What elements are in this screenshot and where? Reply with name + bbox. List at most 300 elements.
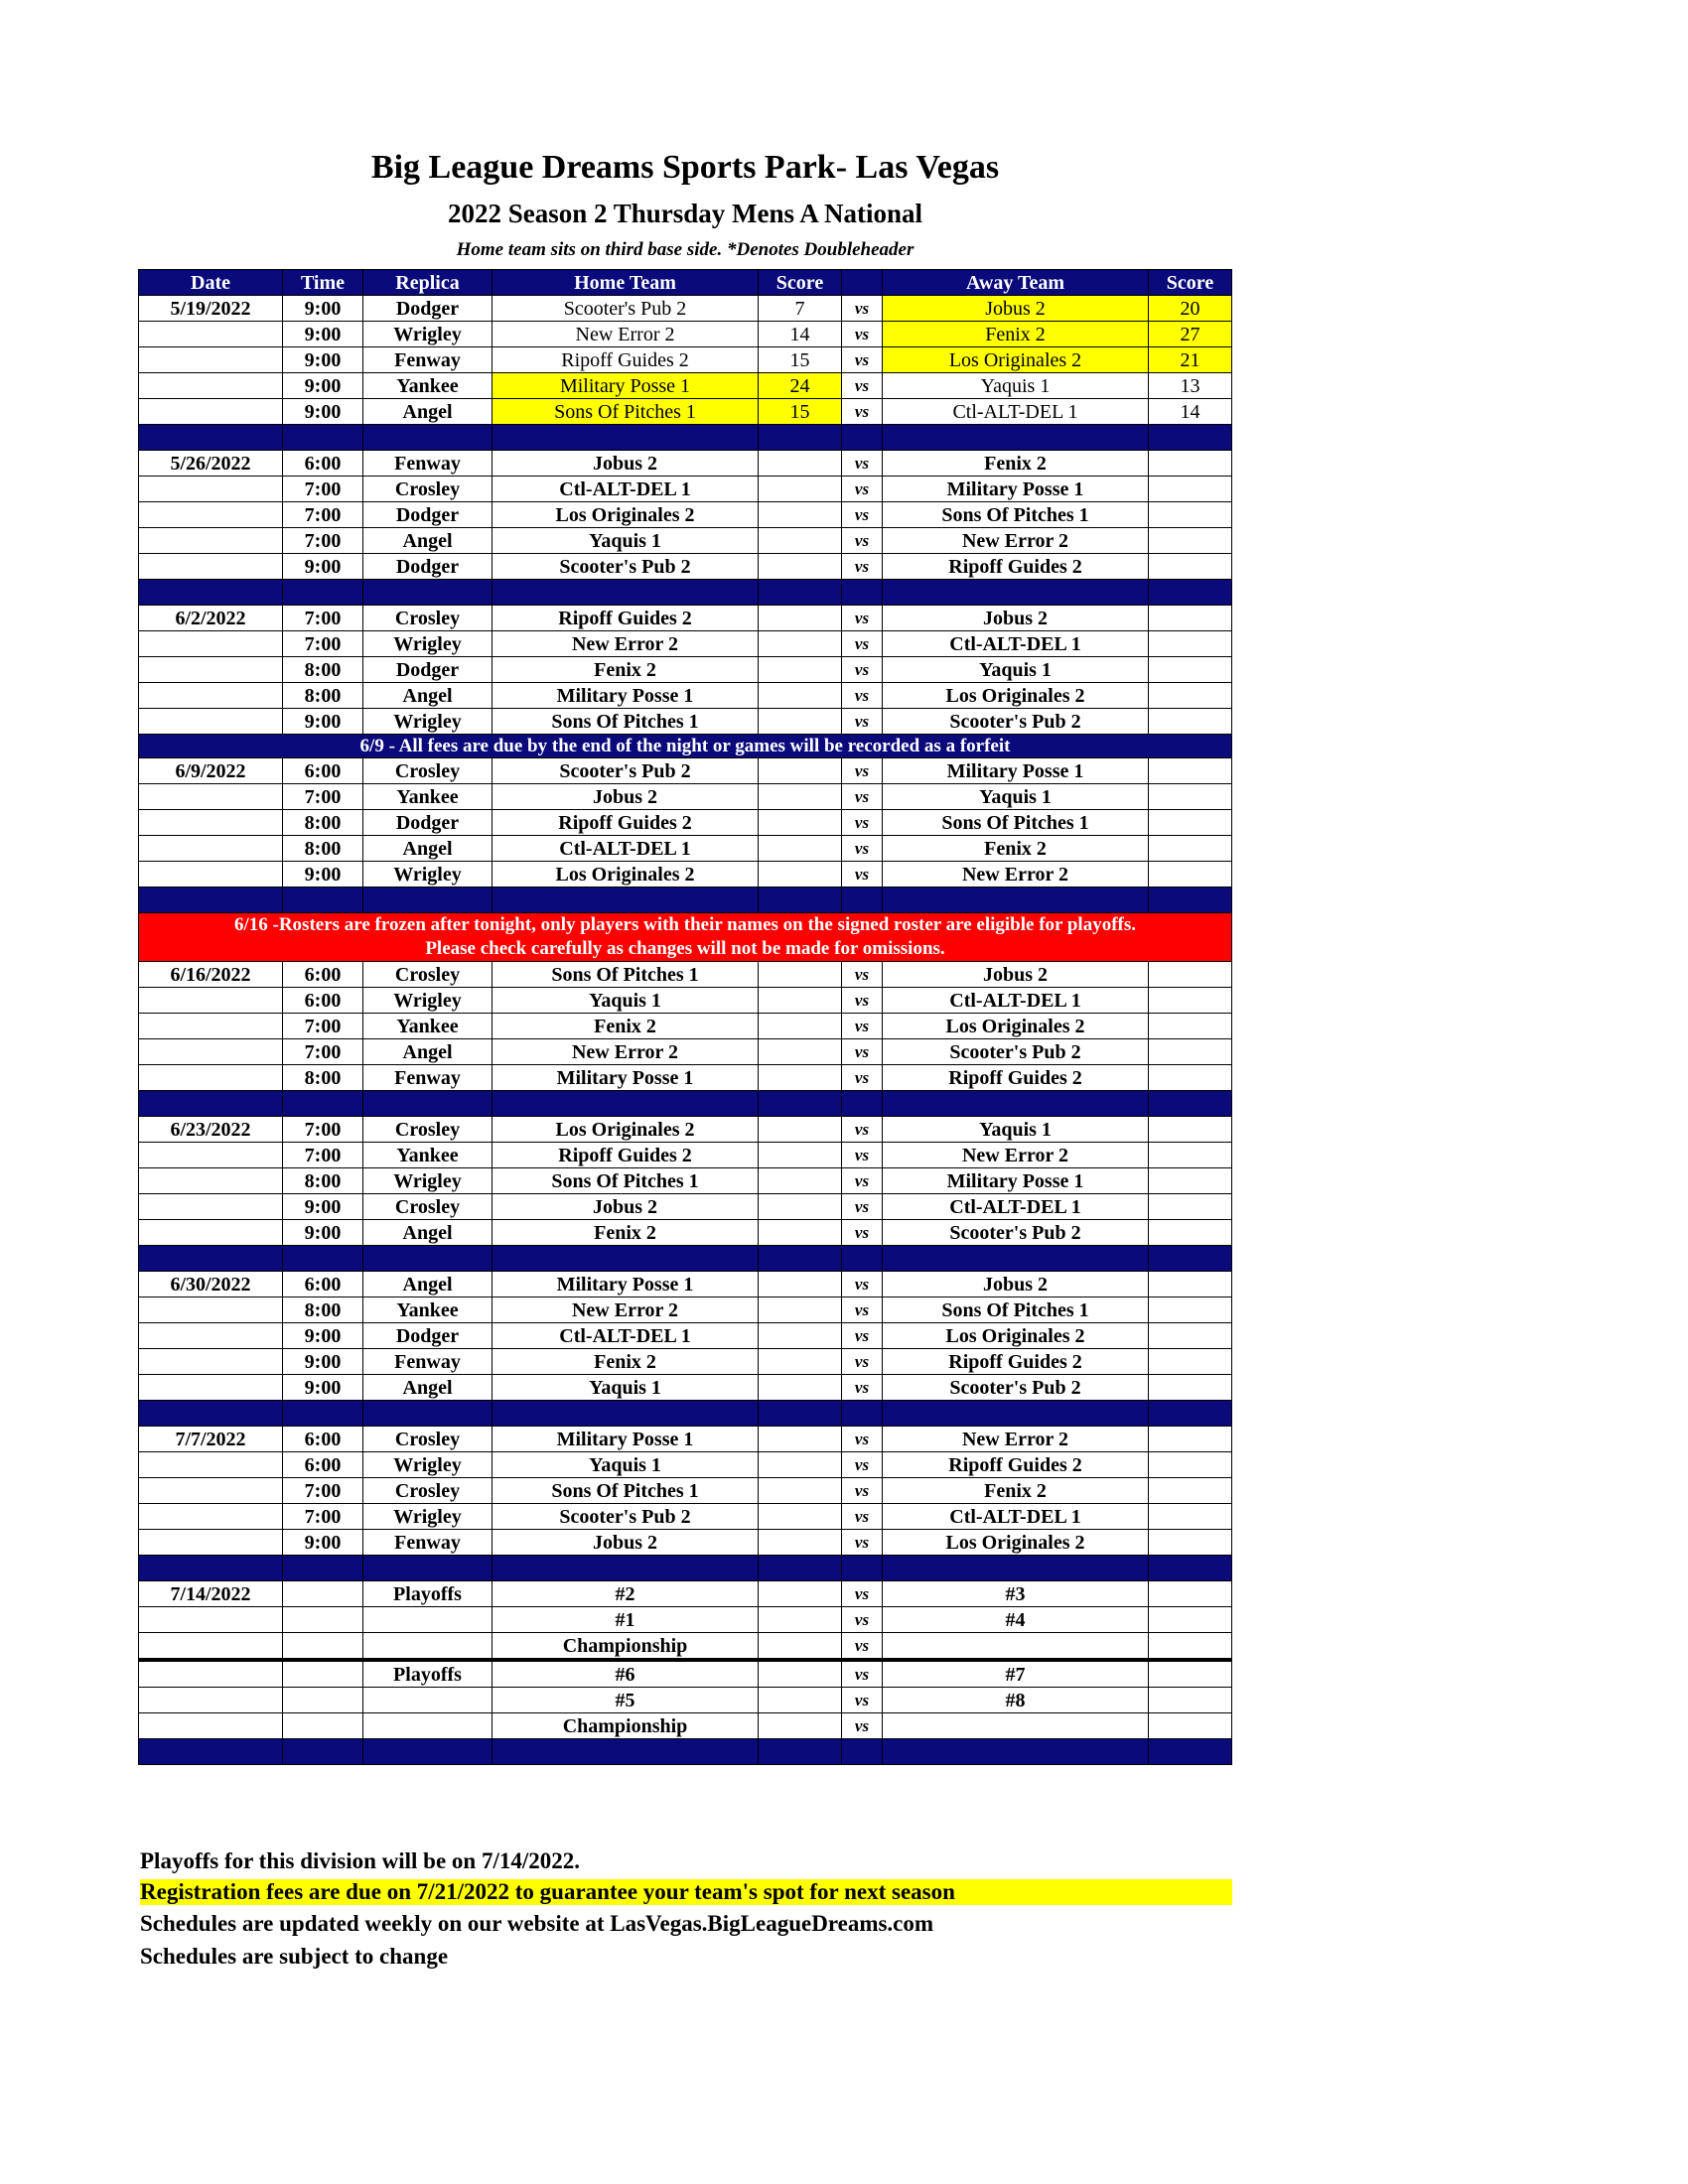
away-team: New Error 2	[883, 528, 1149, 554]
away-score	[1149, 1143, 1232, 1168]
game-time: 6:00	[283, 962, 363, 988]
game-field: Angel	[363, 683, 492, 709]
away-team: Scooter's Pub 2	[883, 1039, 1149, 1065]
vs-label: vs	[842, 1168, 883, 1194]
home-team: #5	[492, 1688, 759, 1713]
away-score	[1149, 962, 1232, 988]
game-time: 7:00	[283, 631, 363, 657]
away-score	[1149, 1014, 1232, 1039]
home-score	[759, 1375, 842, 1401]
game-date	[139, 322, 283, 347]
separator-cell	[842, 1401, 883, 1427]
away-team: Sons Of Pitches 1	[883, 1297, 1149, 1323]
away-team: Los Originales 2	[883, 683, 1149, 709]
schedule-body	[139, 296, 1232, 1765]
col-home-team: Home Team	[492, 270, 759, 296]
home-team: Fenix 2	[492, 657, 759, 683]
home-team: New Error 2	[492, 1297, 759, 1323]
separator-cell	[883, 1739, 1149, 1765]
roster-alert-line1: 6/16 -Rosters are frozen after tonight, only players with their names on the signed roster are eligible for playoffs.	[233, 914, 1137, 935]
vs-label: vs	[842, 606, 883, 631]
home-team: Ripoff Guides 2	[492, 810, 759, 836]
separator-cell	[363, 887, 492, 913]
game-field: Wrigley	[363, 322, 492, 347]
away-score	[1149, 1272, 1232, 1297]
separator-cell	[492, 1556, 759, 1581]
schedule-table	[138, 269, 1232, 1765]
home-team: Ctl-ALT-DEL 1	[492, 477, 759, 502]
away-team: Fenix 2	[883, 322, 1149, 347]
away-team: Military Posse 1	[883, 477, 1149, 502]
away-team: #4	[883, 1607, 1149, 1633]
game-row	[139, 1660, 1232, 1688]
game-field: Crosley	[363, 1194, 492, 1220]
vs-label: vs	[842, 1297, 883, 1323]
home-score	[759, 1065, 842, 1091]
game-date: 7/14/2022	[139, 1581, 283, 1607]
game-time: 7:00	[283, 1039, 363, 1065]
vs-label: vs	[842, 1633, 883, 1661]
home-team: #2	[492, 1581, 759, 1607]
away-score	[1149, 502, 1232, 528]
away-team: Military Posse 1	[883, 758, 1149, 784]
away-score: 20	[1149, 296, 1232, 322]
separator-row	[139, 1739, 1232, 1765]
game-row	[139, 1323, 1232, 1349]
game-date	[139, 1633, 283, 1661]
col-time: Time	[283, 270, 363, 296]
separator-cell	[492, 1739, 759, 1765]
separator-cell	[883, 1246, 1149, 1272]
away-score: 14	[1149, 399, 1232, 425]
vs-label: vs	[842, 1504, 883, 1530]
vs-label: vs	[842, 1427, 883, 1452]
vs-label: vs	[842, 373, 883, 399]
separator-cell	[283, 580, 363, 606]
game-row	[139, 554, 1232, 580]
game-field: Yankee	[363, 1143, 492, 1168]
away-team: Los Originales 2	[883, 347, 1149, 373]
separator-cell	[363, 1091, 492, 1117]
away-team: Scooter's Pub 2	[883, 1220, 1149, 1246]
game-field	[363, 1607, 492, 1633]
home-team: Military Posse 1	[492, 373, 759, 399]
home-team: Fenix 2	[492, 1220, 759, 1246]
game-field: Angel	[363, 1039, 492, 1065]
home-team: Jobus 2	[492, 784, 759, 810]
home-score	[759, 1220, 842, 1246]
game-date	[139, 554, 283, 580]
game-field	[363, 1688, 492, 1713]
away-score	[1149, 528, 1232, 554]
away-score	[1149, 477, 1232, 502]
vs-label: vs	[842, 1143, 883, 1168]
game-field: Angel	[363, 1220, 492, 1246]
vs-label: vs	[842, 1194, 883, 1220]
col-date: Date	[139, 270, 283, 296]
home-score	[759, 962, 842, 988]
schedule-note: Home team sits on third base side. *Denotes Doubleheader	[456, 239, 914, 260]
away-score	[1149, 784, 1232, 810]
game-time: 7:00	[283, 1014, 363, 1039]
home-score	[759, 709, 842, 735]
home-score	[759, 1117, 842, 1143]
away-score	[1149, 657, 1232, 683]
vs-label: vs	[842, 1117, 883, 1143]
away-team: Sons Of Pitches 1	[883, 502, 1149, 528]
game-field: Wrigley	[363, 1168, 492, 1194]
home-score	[759, 1427, 842, 1452]
game-date	[139, 1607, 283, 1633]
game-time: 9:00	[283, 1530, 363, 1556]
vs-label: vs	[842, 502, 883, 528]
vs-label: vs	[842, 836, 883, 862]
game-time: 7:00	[283, 1504, 363, 1530]
vs-label: vs	[842, 631, 883, 657]
separator-cell	[283, 1091, 363, 1117]
away-score	[1149, 1688, 1232, 1713]
game-field: Angel	[363, 528, 492, 554]
home-score	[759, 1323, 842, 1349]
game-date	[139, 988, 283, 1014]
away-score	[1149, 554, 1232, 580]
game-date: 6/2/2022	[139, 606, 283, 631]
home-score	[759, 657, 842, 683]
game-date: 6/23/2022	[139, 1117, 283, 1143]
separator-cell	[283, 887, 363, 913]
vs-label: vs	[842, 1530, 883, 1556]
game-time: 6:00	[283, 988, 363, 1014]
vs-label: vs	[842, 683, 883, 709]
away-score	[1149, 1633, 1232, 1661]
game-row	[139, 657, 1232, 683]
game-field: Wrigley	[363, 709, 492, 735]
game-time: 7:00	[283, 1117, 363, 1143]
away-score	[1149, 862, 1232, 887]
home-team: Military Posse 1	[492, 683, 759, 709]
vs-label: vs	[842, 1220, 883, 1246]
game-field: Yankee	[363, 1297, 492, 1323]
col-home-score: Score	[759, 270, 842, 296]
home-team: Championship	[492, 1633, 759, 1661]
home-team: Los Originales 2	[492, 1117, 759, 1143]
home-team: Sons Of Pitches 1	[492, 709, 759, 735]
home-team: New Error 2	[492, 1039, 759, 1065]
game-field: Yankee	[363, 373, 492, 399]
away-score	[1149, 1660, 1232, 1688]
away-team: Los Originales 2	[883, 1323, 1149, 1349]
away-team: Ripoff Guides 2	[883, 1349, 1149, 1375]
home-score	[759, 836, 842, 862]
game-field: Wrigley	[363, 1452, 492, 1478]
game-row	[139, 477, 1232, 502]
home-score	[759, 1143, 842, 1168]
separator-cell	[883, 887, 1149, 913]
vs-label: vs	[842, 988, 883, 1014]
separator-cell	[283, 1401, 363, 1427]
game-field: Fenway	[363, 1349, 492, 1375]
away-score	[1149, 451, 1232, 477]
away-team: Military Posse 1	[883, 1168, 1149, 1194]
away-team: Ctl-ALT-DEL 1	[883, 399, 1149, 425]
game-time: 9:00	[283, 347, 363, 373]
away-score	[1149, 836, 1232, 862]
game-field: Wrigley	[363, 862, 492, 887]
game-row	[139, 1117, 1232, 1143]
home-team: Fenix 2	[492, 1014, 759, 1039]
separator-cell	[842, 1739, 883, 1765]
separator-row	[139, 1091, 1232, 1117]
separator-row	[139, 1401, 1232, 1427]
game-row	[139, 1297, 1232, 1323]
separator-cell	[363, 1739, 492, 1765]
game-time: 9:00	[283, 1194, 363, 1220]
game-field	[363, 1633, 492, 1661]
game-row	[139, 962, 1232, 988]
vs-label: vs	[842, 758, 883, 784]
game-row	[139, 758, 1232, 784]
game-field: Dodger	[363, 502, 492, 528]
away-score	[1149, 1349, 1232, 1375]
game-time: 9:00	[283, 1323, 363, 1349]
away-team: Ctl-ALT-DEL 1	[883, 1194, 1149, 1220]
home-score	[759, 1194, 842, 1220]
game-date: 5/19/2022	[139, 296, 283, 322]
home-team: Ctl-ALT-DEL 1	[492, 836, 759, 862]
away-team: #3	[883, 1581, 1149, 1607]
vs-label: vs	[842, 451, 883, 477]
home-team: #1	[492, 1607, 759, 1633]
game-row	[139, 347, 1232, 373]
separator-cell	[883, 580, 1149, 606]
away-score	[1149, 1452, 1232, 1478]
game-date: 6/30/2022	[139, 1272, 283, 1297]
home-score	[759, 784, 842, 810]
separator-cell	[883, 1556, 1149, 1581]
home-score	[759, 528, 842, 554]
game-time: 9:00	[283, 1375, 363, 1401]
game-row	[139, 1375, 1232, 1401]
game-row	[139, 1478, 1232, 1504]
notice-text: 6/9 - All fees are due by the end of the night or games will be recorded as a forfeit	[139, 735, 1232, 758]
separator-row	[139, 425, 1232, 451]
vs-label: vs	[842, 1688, 883, 1713]
separator-cell	[1149, 1091, 1232, 1117]
vs-label: vs	[842, 657, 883, 683]
game-date	[139, 1039, 283, 1065]
game-field: Dodger	[363, 554, 492, 580]
header-row	[139, 270, 1232, 296]
game-field: Crosley	[363, 1427, 492, 1452]
home-score	[759, 1014, 842, 1039]
game-row	[139, 810, 1232, 836]
home-team: Scooter's Pub 2	[492, 758, 759, 784]
separator-row	[139, 1246, 1232, 1272]
separator-cell	[1149, 580, 1232, 606]
vs-label: vs	[842, 1581, 883, 1607]
separator-cell	[759, 1739, 842, 1765]
game-field: Wrigley	[363, 988, 492, 1014]
vs-label: vs	[842, 1272, 883, 1297]
vs-label: vs	[842, 296, 883, 322]
game-date	[139, 1452, 283, 1478]
home-team: Championship	[492, 1713, 759, 1739]
separator-cell	[759, 425, 842, 451]
away-score	[1149, 1713, 1232, 1739]
game-field: Crosley	[363, 1117, 492, 1143]
home-score	[759, 683, 842, 709]
home-team: Yaquis 1	[492, 988, 759, 1014]
home-score	[759, 758, 842, 784]
game-time: 7:00	[283, 784, 363, 810]
game-row	[139, 988, 1232, 1014]
home-team: Los Originales 2	[492, 502, 759, 528]
separator-cell	[139, 425, 283, 451]
game-time: 9:00	[283, 1220, 363, 1246]
separator-cell	[883, 425, 1149, 451]
separator-cell	[842, 1556, 883, 1581]
game-time: 9:00	[283, 554, 363, 580]
game-field: Angel	[363, 836, 492, 862]
separator-cell	[492, 1401, 759, 1427]
separator-cell	[1149, 425, 1232, 451]
game-date	[139, 1349, 283, 1375]
game-date: 5/26/2022	[139, 451, 283, 477]
game-date	[139, 1143, 283, 1168]
away-score	[1149, 683, 1232, 709]
game-time: 9:00	[283, 709, 363, 735]
game-row	[139, 373, 1232, 399]
vs-label: vs	[842, 347, 883, 373]
home-team: Jobus 2	[492, 1194, 759, 1220]
away-team: Jobus 2	[883, 1272, 1149, 1297]
game-date	[139, 1688, 283, 1713]
separator-cell	[759, 1556, 842, 1581]
page-title: Big League Dreams Sports Park- Las Vegas	[370, 149, 1000, 186]
game-row	[139, 1349, 1232, 1375]
game-date: 6/9/2022	[139, 758, 283, 784]
separator-cell	[283, 1556, 363, 1581]
away-score	[1149, 1607, 1232, 1633]
vs-label: vs	[842, 1660, 883, 1688]
game-time: 8:00	[283, 1168, 363, 1194]
separator-cell	[363, 425, 492, 451]
away-team: Yaquis 1	[883, 784, 1149, 810]
game-field: Fenway	[363, 347, 492, 373]
away-score	[1149, 1117, 1232, 1143]
away-team: Ctl-ALT-DEL 1	[883, 988, 1149, 1014]
game-date	[139, 683, 283, 709]
vs-label: vs	[842, 1349, 883, 1375]
home-score: 14	[759, 322, 842, 347]
vs-label: vs	[842, 1478, 883, 1504]
game-row	[139, 322, 1232, 347]
home-score: 15	[759, 399, 842, 425]
game-time: 7:00	[283, 528, 363, 554]
away-score	[1149, 1297, 1232, 1323]
game-time: 8:00	[283, 810, 363, 836]
game-date	[139, 862, 283, 887]
game-field: Dodger	[363, 810, 492, 836]
game-row	[139, 1065, 1232, 1091]
game-row	[139, 1581, 1232, 1607]
away-team: Fenix 2	[883, 836, 1149, 862]
home-team: New Error 2	[492, 322, 759, 347]
away-score	[1149, 988, 1232, 1014]
home-score: 24	[759, 373, 842, 399]
home-team: Los Originales 2	[492, 862, 759, 887]
away-team: Scooter's Pub 2	[883, 1375, 1149, 1401]
game-date	[139, 1220, 283, 1246]
separator-cell	[842, 425, 883, 451]
vs-label: vs	[842, 554, 883, 580]
game-time: 9:00	[283, 296, 363, 322]
game-date	[139, 1194, 283, 1220]
game-time: 8:00	[283, 836, 363, 862]
away-team: Ctl-ALT-DEL 1	[883, 631, 1149, 657]
away-score	[1149, 606, 1232, 631]
separator-cell	[492, 1091, 759, 1117]
away-team: Jobus 2	[883, 962, 1149, 988]
vs-label: vs	[842, 810, 883, 836]
away-team: Fenix 2	[883, 1478, 1149, 1504]
game-time	[283, 1607, 363, 1633]
away-score	[1149, 1427, 1232, 1452]
game-time: 7:00	[283, 502, 363, 528]
home-score	[759, 1452, 842, 1478]
game-date	[139, 657, 283, 683]
away-score	[1149, 1581, 1232, 1607]
home-score	[759, 810, 842, 836]
separator-cell	[759, 1091, 842, 1117]
away-team: New Error 2	[883, 1143, 1149, 1168]
game-row	[139, 1168, 1232, 1194]
away-score	[1149, 1323, 1232, 1349]
game-field: Wrigley	[363, 631, 492, 657]
away-team: Los Originales 2	[883, 1530, 1149, 1556]
separator-cell	[139, 1091, 283, 1117]
game-date	[139, 1530, 283, 1556]
separator-cell	[139, 887, 283, 913]
home-team: Military Posse 1	[492, 1065, 759, 1091]
footer-registration-note: Registration fees are due on 7/21/2022 to guarantee your team's spot for next season	[140, 1879, 1232, 1905]
home-team: Scooter's Pub 2	[492, 296, 759, 322]
away-team	[883, 1633, 1149, 1661]
away-score	[1149, 1220, 1232, 1246]
footer-website-note: Schedules are updated weekly on our website at LasVegas.BigLeagueDreams.com	[140, 1911, 934, 1936]
home-team: Ctl-ALT-DEL 1	[492, 1323, 759, 1349]
col-away-team: Away Team	[883, 270, 1149, 296]
away-team: Ctl-ALT-DEL 1	[883, 1504, 1149, 1530]
separator-cell	[283, 1246, 363, 1272]
separator-cell	[363, 1246, 492, 1272]
game-row	[139, 399, 1232, 425]
separator-cell	[363, 1556, 492, 1581]
game-field: Dodger	[363, 296, 492, 322]
home-score	[759, 1297, 842, 1323]
game-time: 8:00	[283, 1297, 363, 1323]
col-vs	[842, 270, 883, 296]
separator-cell	[1149, 1556, 1232, 1581]
away-score	[1149, 810, 1232, 836]
separator-cell	[492, 580, 759, 606]
separator-cell	[842, 1246, 883, 1272]
game-time: 9:00	[283, 1349, 363, 1375]
home-team: Yaquis 1	[492, 1375, 759, 1401]
separator-cell	[363, 580, 492, 606]
footer-change-note: Schedules are subject to change	[140, 1944, 449, 1969]
game-time: 6:00	[283, 1427, 363, 1452]
